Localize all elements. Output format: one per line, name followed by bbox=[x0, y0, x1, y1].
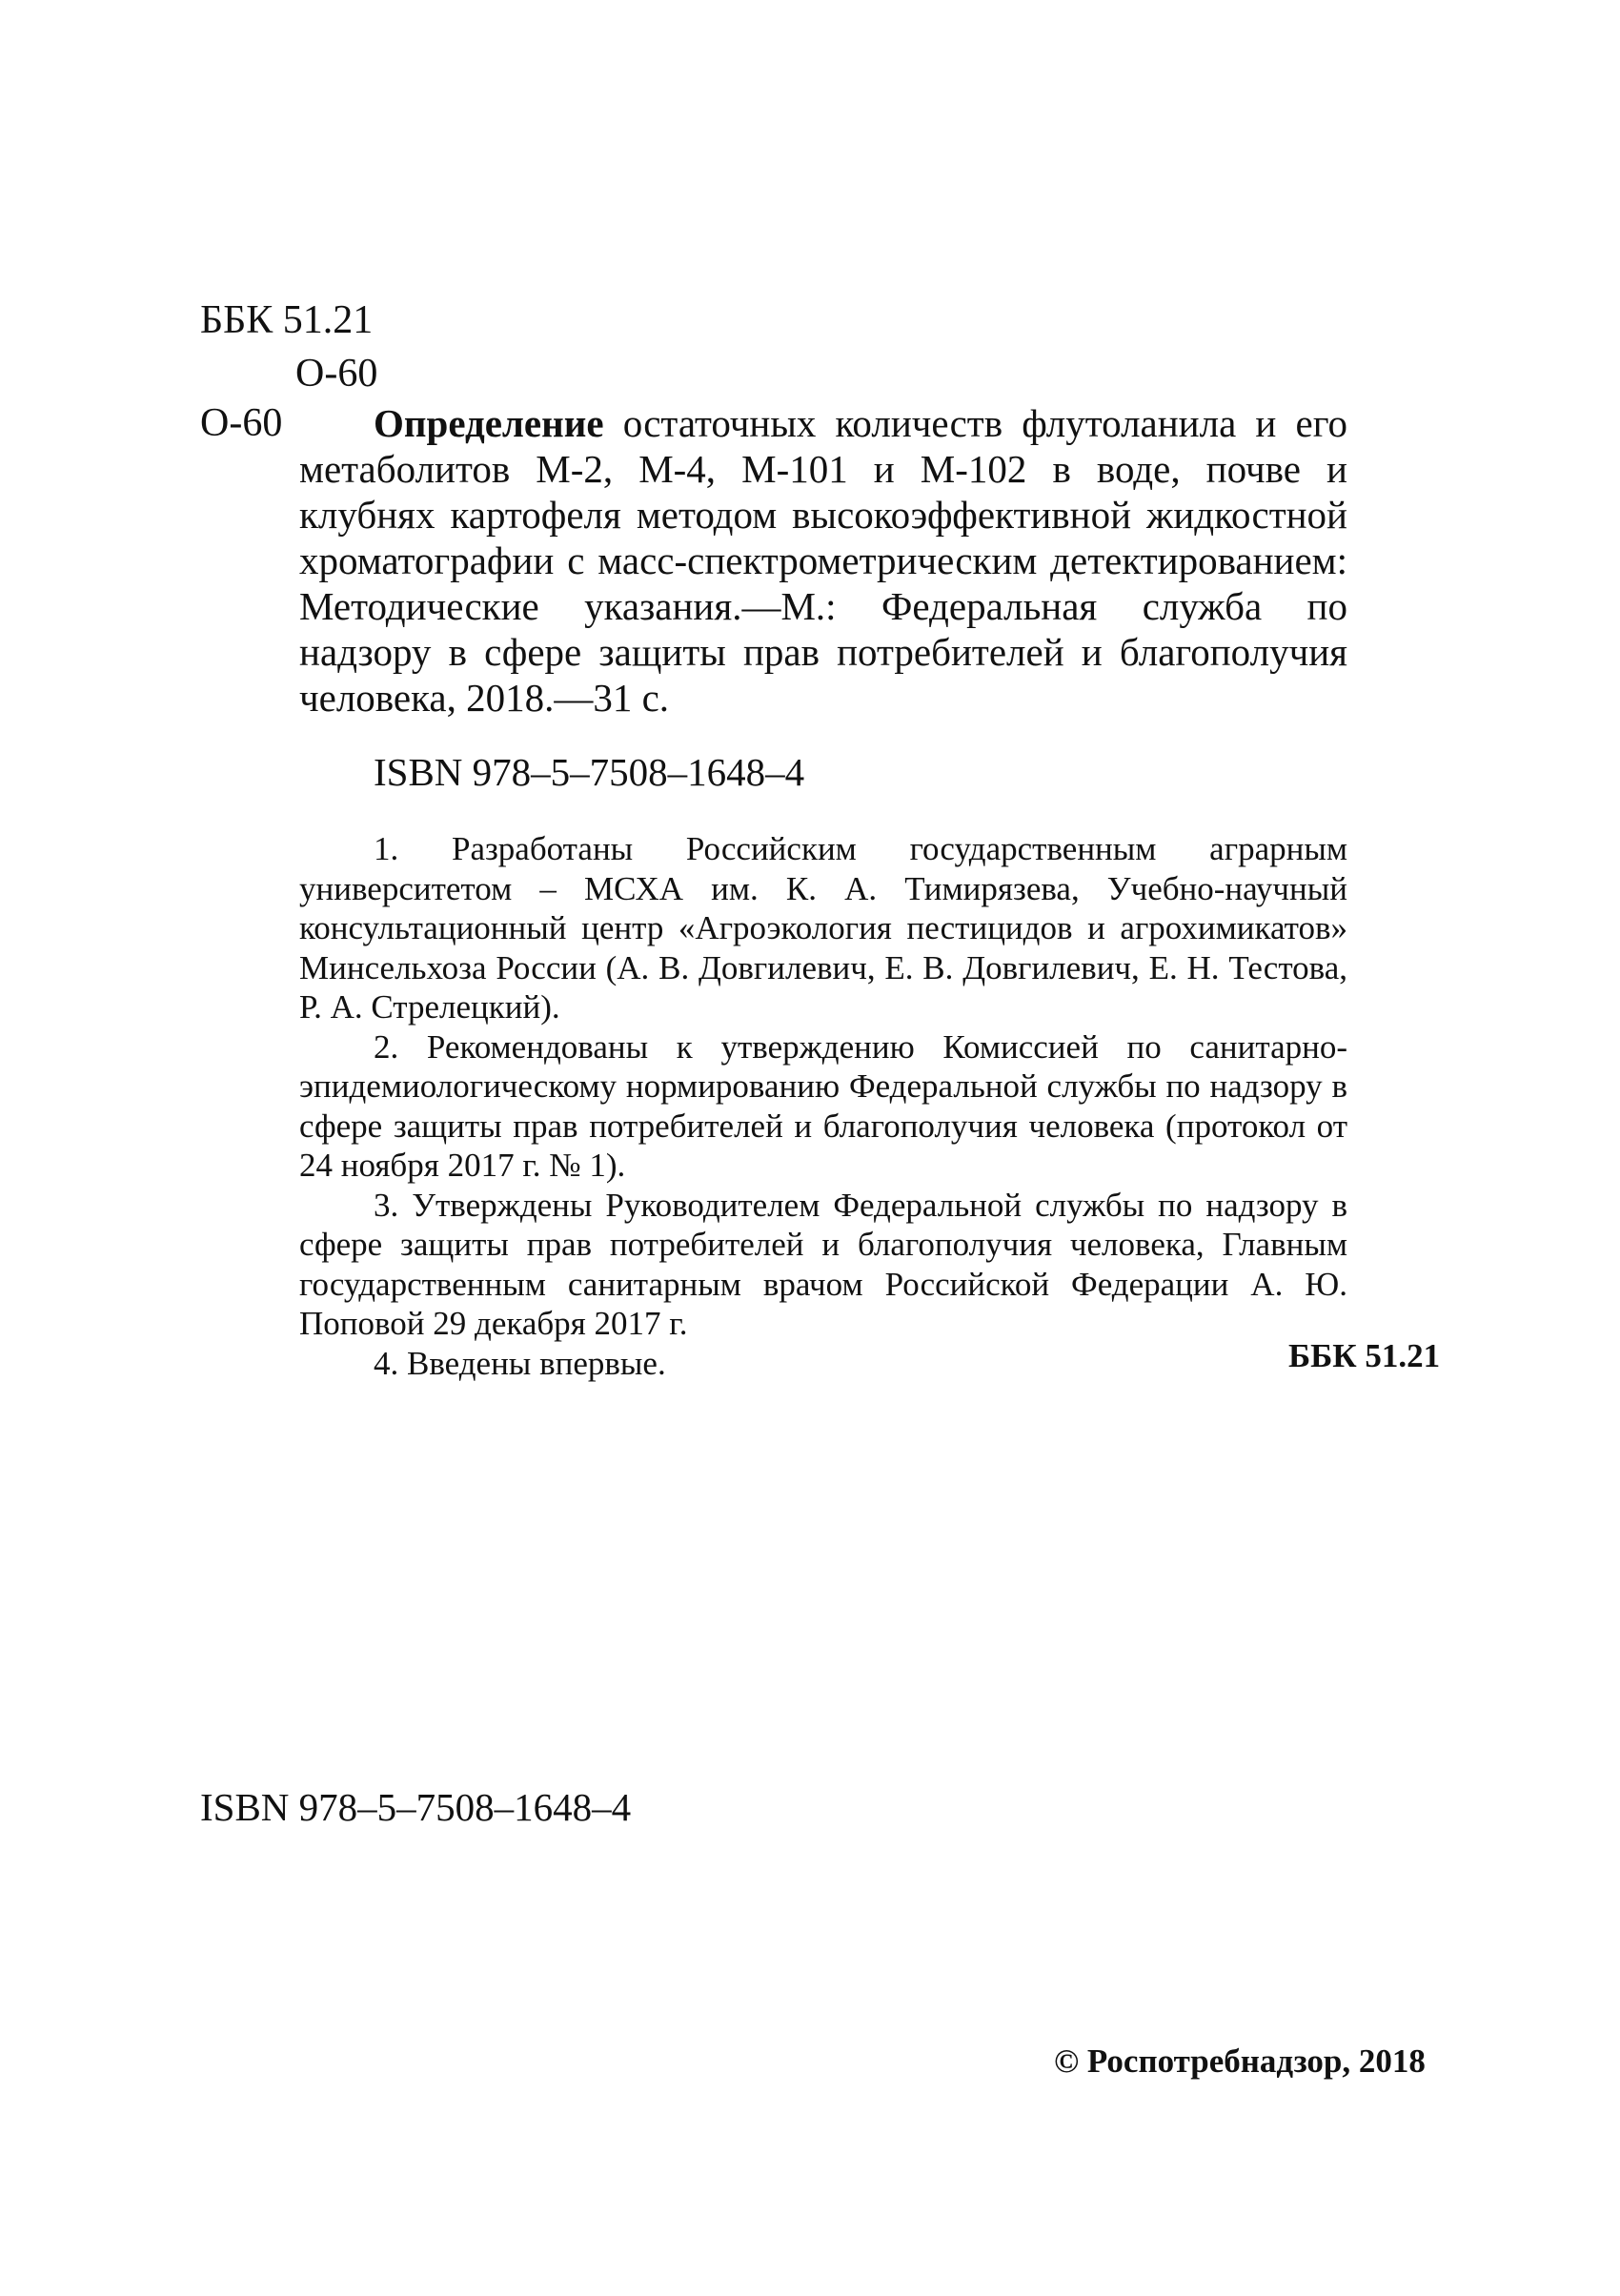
note-item: 1. Разработаны Российским государственным аграрным университетом – МСХА им. К. А. Тимирязева, Учебно-научный консультационный центр «Агроэкология пестицидов и агрохимикатов» Минсельхоза России (А. В. Довгилевич, Е. В. Довгилевич, Е. Н. Тестова, Р. А. Стрелецкий). bbox=[299, 830, 1347, 1026]
bibliographic-entry bbox=[299, 400, 1347, 721]
author-sign: О-60 bbox=[295, 352, 378, 396]
bbk-bottom: ББК 51.21 bbox=[1288, 1337, 1441, 1374]
isbn-main: ISBN 978–5–7508–1648–4 bbox=[374, 750, 805, 794]
copyright-notice: © Роспотребнадзор, 2018 bbox=[1054, 2042, 1426, 2080]
bbk-code: ББК 51.21 bbox=[200, 298, 374, 342]
note-item: 2. Рекомендованы к утверждению Комиссией по санитарно-эпидемиологическому нормированию Федеральной службы по надзору в сфере защиты прав потребителей и благополучия человека (протокол от 24 ноября 2017 г. № 1). bbox=[299, 1027, 1347, 1184]
notes-list bbox=[299, 829, 1347, 1383]
note-item: 4. Введены впервые. bbox=[374, 1344, 666, 1382]
bibliographic-code: О-60 bbox=[200, 401, 283, 445]
title-lead-word: Определение bbox=[374, 401, 604, 445]
note-item: 3. Утверждены Руководителем Федеральной службы по надзору в сфере защиты прав потребителей и благополучия человека, Главным государственным санитарным врачом Российской Федерации А. Ю. Поповой 29 декабря 2017 г. bbox=[299, 1186, 1347, 1342]
description-text: остаточных количеств флутоланила и его метаболитов М-2, М-4, М-101 и М-102 в воде, почве и клубнях картофеля методом высокоэффективной жидкостной хроматографии с масс-спектрометрическим детектированием: Методические указания.—М.: Федеральная служба по надзору в сфере защиты прав потребителей и благополучия человека, 2018.—31 с. bbox=[299, 401, 1347, 720]
bbk-classification bbox=[200, 294, 377, 400]
isbn-bottom: ISBN 978–5–7508–1648–4 bbox=[200, 1785, 632, 1829]
bibliographic-description bbox=[299, 400, 1347, 721]
